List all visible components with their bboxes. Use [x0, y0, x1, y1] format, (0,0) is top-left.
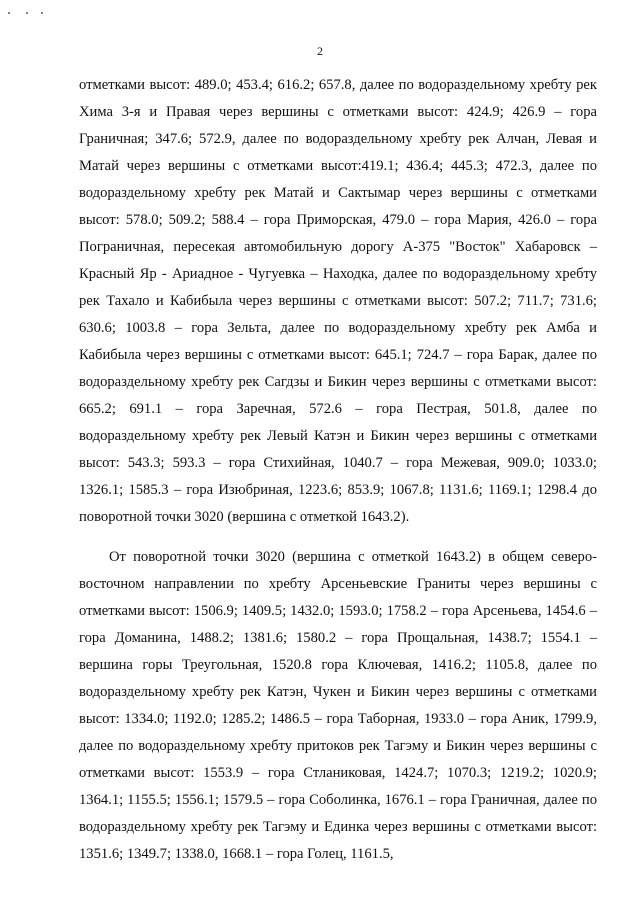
paragraph-turning-point-3020: От поворотной точки 3020 (вершина с отметкой 1643.2) в общем северо-восточном направлении по хребту Арсеньевские Граниты через вершины с отметками высот: 1506.9; 1409.5; 1432.0; 1593.0; 1758.2 – гора Арсеньева, 1454.6 – гора Доманина, 1488.2; 1381.6; 1580.2 – гора Прощальная, 1438.7; 1554.1 – вершина горы Треугольная, 1520.8 гора Ключевая, 1416.2; 1105.8, далее по водораздельному хребту рек Катэн, Чукен и Бикин через вершины с отметками высот: 1334.0; 1192.0; 1285.2; 1486.5 – гора Таборная, 1933.0 – гора Аник, 1799.9, далее по водораздельному хребту притоков рек Тагэму и Бикин через вершины с отметками высот: 1553.9 – гора Стланиковая, 1424.7; 1070.3; 1219.2; 1020.9; 1364.1; 1155.5; 1556.1; 1579.5 – гора Соболинка, 1676.1 – гора Граничная, далее по водораздельному хребту рек Тагэму и Единка через вершины с отметками высот: 1351.6; 1349.7; 1338.0, 1668.1 – гора Голец, 1161.5,	[79, 549, 597, 862]
paragraph-continuation: отметками высот: 489.0; 453.4; 616.2; 657.8, далее по водораздельному хребту рек Хима 3-я и Правая через вершины с отметками высот: 424.9; 426.9 – гора Граничная; 347.6; 572.9, далее по водораздельному хребту рек Алчан, Левая и Матай через вершины с отметками высот:419.1; 436.4; 445.3; 472.3, далее по водораздельному хребту рек Матай и Сактымар через вершины с отметками высот: 578.0; 509.2; 588.4 – гора Приморская, 479.0 – гора Мария, 426.0 – гора Пограничная, пересекая автомобильную дорогу А-375 "Восток" Хабаровск – Красный Яр - Ариадное - Чугуевка – Находка, далее по водораздельному хребту рек Тахало и Кабибыла через вершины с отметками высот: 507.2; 711.7; 731.6; 630.6; 1003.8 – гора Зельта, далее по водораздельному хребту рек Амба и Кабибыла через вершины с отметками высот: 645.1; 724.7 – гора Барак, далее по водораздельному хребту рек Сагдзы и Бикин через вершины с отметками высот: 665.2; 691.1 – гора Заречная, 572.6 – гора Пестрая, 501.8, далее по водораздельному хребту рек Левый Катэн и Бикин через вершины с отметками высот: 543.3; 593.3 – гора Стихийная, 1040.7 – гора Межевая, 909.0; 1033.0; 1326.1; 1585.3 – гора Изюбриная, 1223.6; 853.9; 1067.8; 1131.6; 1169.1; 1298.4 до поворотной точки 3020 (вершина с отметкой 1643.2).	[79, 77, 597, 525]
scan-dot	[26, 12, 28, 14]
document-body	[79, 72, 597, 868]
scan-artifact-dots	[8, 12, 48, 18]
scan-dot	[41, 12, 43, 14]
scan-dot	[8, 12, 10, 14]
page-number: 2	[317, 44, 323, 58]
